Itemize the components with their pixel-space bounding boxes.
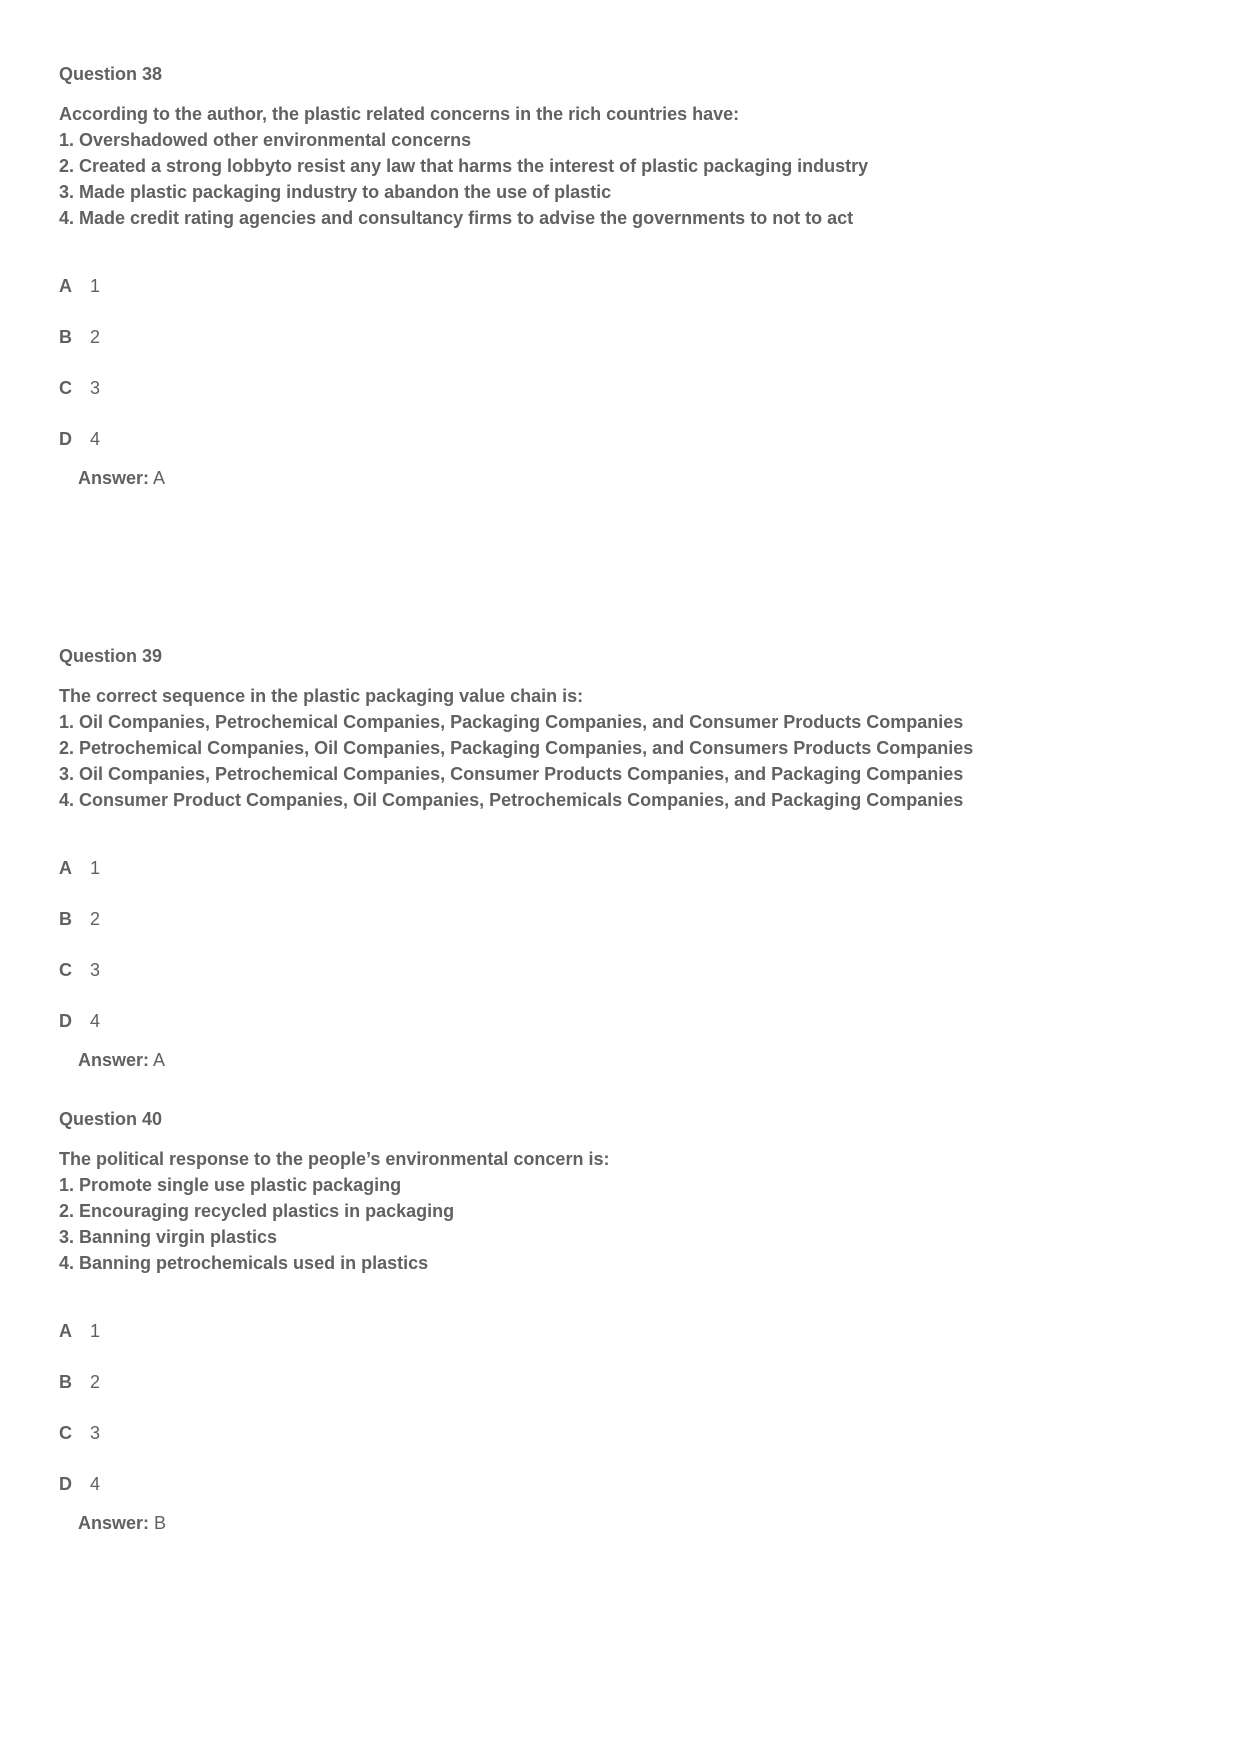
stem-line: 3. Made plastic packaging industry to abandon the use of plastic xyxy=(59,182,612,202)
option-text: 3 xyxy=(90,377,101,398)
options-list xyxy=(59,857,1179,1032)
stem-line: According to the author, the plastic related concerns in the rich countries have: xyxy=(59,104,740,124)
stem-line: 1. Oil Companies, Petrochemical Companies, Packaging Companies, and Consumer Products Companies xyxy=(59,712,964,732)
answer-value: A xyxy=(153,468,166,488)
stem-line: 2. Created a strong lobbyto resist any law that harms the interest of plastic packaging industry xyxy=(59,156,869,176)
answer-value: B xyxy=(154,1513,167,1533)
option-text: 1 xyxy=(90,1320,101,1341)
option-c[interactable] xyxy=(59,377,1179,399)
question-40 xyxy=(59,1108,1179,1534)
option-text: 2 xyxy=(90,326,101,347)
question-title: Question 40 xyxy=(59,1109,163,1129)
answer-label: Answer: xyxy=(78,1513,150,1533)
option-text: 1 xyxy=(90,275,101,296)
option-letter: C xyxy=(59,1422,72,1443)
answer-line xyxy=(78,467,1179,489)
stem-line: 3. Oil Companies, Petrochemical Companies, Consumer Products Companies, and Packaging Companies xyxy=(59,764,964,784)
option-letter: C xyxy=(59,959,72,980)
question-stem xyxy=(59,1146,1179,1276)
option-text: 4 xyxy=(90,1473,101,1494)
option-letter: B xyxy=(59,908,72,929)
option-text: 4 xyxy=(90,1010,101,1031)
stem-line: The correct sequence in the plastic packaging value chain is: xyxy=(59,686,584,706)
option-b[interactable] xyxy=(59,1371,1179,1393)
option-d[interactable] xyxy=(59,1010,1179,1032)
option-text: 3 xyxy=(90,959,101,980)
stem-line: 3. Banning virgin plastics xyxy=(59,1227,278,1247)
options-list xyxy=(59,275,1179,450)
option-letter: C xyxy=(59,377,72,398)
option-a[interactable] xyxy=(59,1320,1179,1342)
stem-line: 2. Encouraging recycled plastics in packaging xyxy=(59,1201,455,1221)
options-list xyxy=(59,1320,1179,1495)
stem-line: 1. Promote single use plastic packaging xyxy=(59,1175,402,1195)
stem-line: 4. Banning petrochemicals used in plastics xyxy=(59,1253,429,1273)
option-c[interactable] xyxy=(59,1422,1179,1444)
option-text: 1 xyxy=(90,857,101,878)
question-title: Question 39 xyxy=(59,646,163,666)
option-letter: D xyxy=(59,428,72,449)
option-letter: A xyxy=(59,275,72,296)
stem-line: 1. Overshadowed other environmental concerns xyxy=(59,130,472,150)
option-letter: B xyxy=(59,326,72,347)
option-letter: D xyxy=(59,1473,72,1494)
answer-label: Answer: xyxy=(78,1050,150,1070)
option-text: 2 xyxy=(90,1371,101,1392)
option-d[interactable] xyxy=(59,1473,1179,1495)
option-letter: D xyxy=(59,1010,72,1031)
option-text: 3 xyxy=(90,1422,101,1443)
option-letter: B xyxy=(59,1371,72,1392)
option-letter: A xyxy=(59,1320,72,1341)
answer-line xyxy=(78,1512,1179,1534)
option-letter: A xyxy=(59,857,72,878)
option-c[interactable] xyxy=(59,959,1179,981)
answer-line xyxy=(78,1049,1179,1071)
question-39 xyxy=(59,645,1179,1071)
stem-line: 4. Consumer Product Companies, Oil Companies, Petrochemicals Companies, and Packaging Companies xyxy=(59,790,964,810)
option-d[interactable] xyxy=(59,428,1179,450)
question-38 xyxy=(59,63,1179,489)
answer-value: A xyxy=(153,1050,166,1070)
option-b[interactable] xyxy=(59,908,1179,930)
option-a[interactable] xyxy=(59,857,1179,879)
question-stem xyxy=(59,683,1179,813)
answer-label: Answer: xyxy=(78,468,150,488)
option-a[interactable] xyxy=(59,275,1179,297)
question-stem xyxy=(59,101,1179,231)
stem-line: The political response to the people’s environmental concern is: xyxy=(59,1149,610,1169)
option-b[interactable] xyxy=(59,326,1179,348)
question-title: Question 38 xyxy=(59,64,163,84)
option-text: 4 xyxy=(90,428,101,449)
stem-line: 4. Made credit rating agencies and consultancy firms to advise the governments to not to act xyxy=(59,208,854,228)
stem-line: 2. Petrochemical Companies, Oil Companies, Packaging Companies, and Consumers Products Companies xyxy=(59,738,974,758)
option-text: 2 xyxy=(90,908,101,929)
